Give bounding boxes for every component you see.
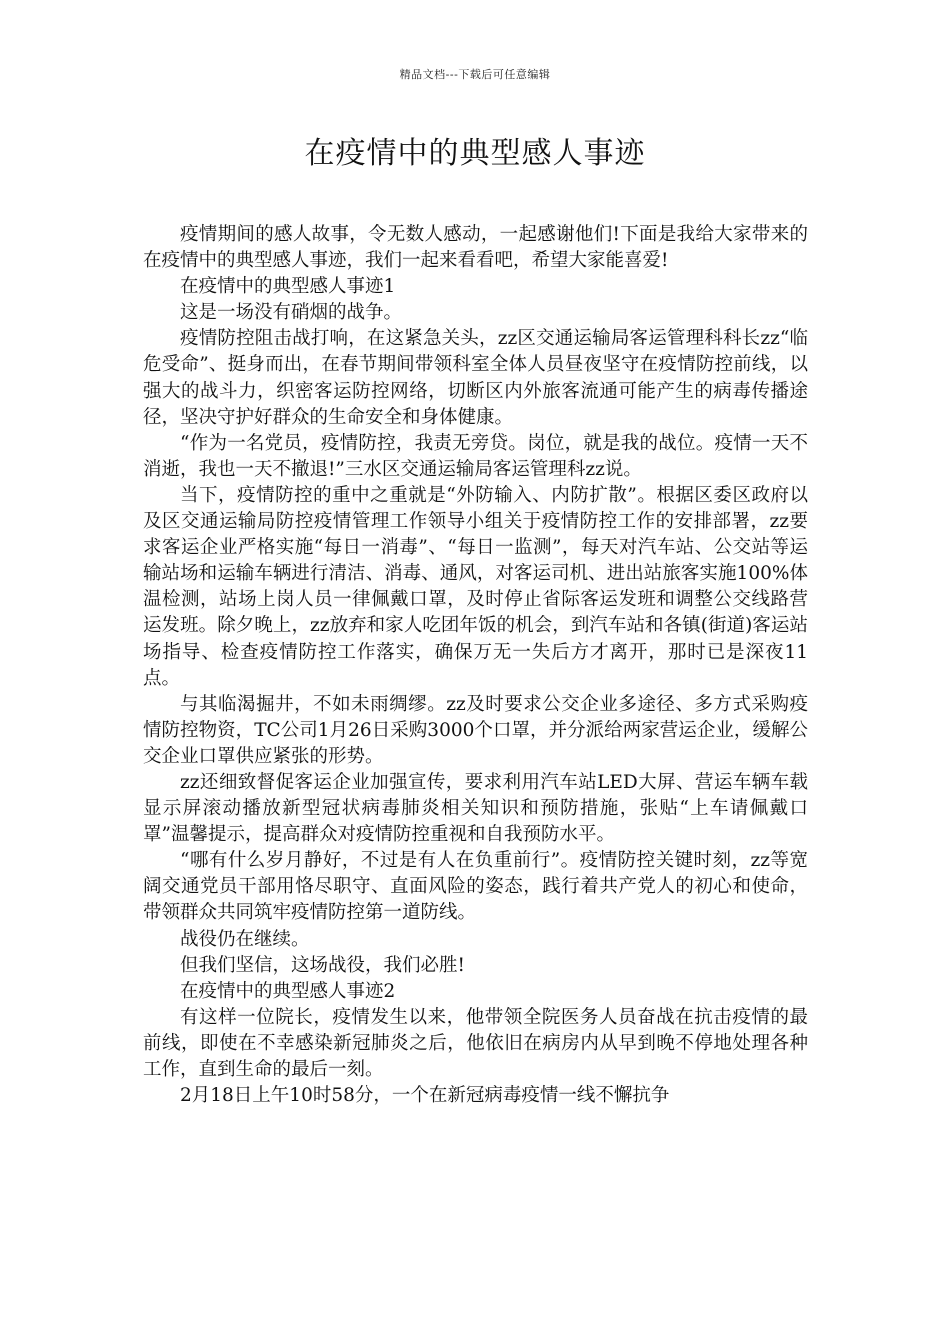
section-heading: 在疫情中的典型感人事迹2 [180, 980, 396, 1002]
paragraph: zz还细致督促客运企业加强宣传，要求利用汽车站LED大屏、营运车辆车载显示屏滚动播放新型冠状病毒肺炎相关知识和预防措施，张贴“上车请佩戴口罩”温馨提示，提高群众对疫情防控重视和自我预防水平。 [143, 771, 808, 846]
paragraph: 但我们坚信，这场战役，我们必胜! [180, 954, 465, 976]
paragraph: 2月18日上午10时58分，一个在新冠病毒疫情一线不懈抗争 [180, 1085, 670, 1107]
document-title: 在疫情中的典型感人事迹 [304, 136, 646, 171]
document-body [143, 222, 808, 1109]
paragraph: “哪有什么岁月静好，不过是有人在负重前行”。疫情防控关键时刻，zz等宽阔交通党员干部用恪尽职守、直面风险的姿态，践行着共产党人的初心和使命，带领群众共同筑牢疫情防控第一道防线。 [143, 850, 808, 924]
paragraph: “作为一名党员，疫情防控，我责无旁贷。岗位，就是我的战位。疫情一天不消逝，我也一天不撤退!”三水区交通运输局客运管理科zz说。 [143, 432, 808, 480]
paragraph: 疫情防控阻击战打响，在这紧急关头，zz区交通运输局客运管理科科长zz“临危受命”、挺身而出，在春节期间带领科室全体人员昼夜坚守在疫情防控前线，以强大的战斗力，织密客运防控网络，切断区内外旅客流通可能产生的病毒传播途径，坚决守护好群众的生命安全和身体健康。 [143, 328, 808, 428]
header-note: 精品文档---下载后可任意编辑 [399, 68, 551, 81]
paragraph: 疫情期间的感人故事，令无数人感动，一起感谢他们!下面是我给大家带来的在疫情中的典型感人事迹，我们一起来看看吧，希望大家能喜爱! [143, 224, 808, 272]
paragraph: 这是一场没有硝烟的战争。 [180, 302, 403, 324]
paragraph: 有这样一位院长，疫情发生以来，他带领全院医务人员奋战在抗击疫情的最前线，即使在不幸感染新冠肺炎之后，他依旧在病房内从早到晚不停地处理各种工作，直到生命的最后一刻。 [143, 1006, 808, 1080]
paragraph: 当下，疫情防控的重中之重就是“外防输入、内防扩散”。根据区委区政府以及区交通运输局防控疫情管理工作领导小组关于疫情防控工作的安排部署，zz要求客运企业严格实施“每日一消毒”、“每日一监测”，每天对汽车站、公交站等运输站场和运输车辆进行清洁、消毒、通风，对客运司机、进出站旅客实施100%体温检测，站场上岗人员一律佩戴口罩，及时停止省际客运发班和调整公交线路营运发班。除夕晚上，zz放弃和家人吃团年饭的机会，到汽车站和各镇(街道)客运站场指导、检查疫情防控工作落实，确保万无一失后方才离开，那时已是深夜11点。 [143, 484, 808, 689]
paragraph: 战役仍在继续。 [180, 928, 310, 950]
paragraph: 与其临渴掘井，不如未雨绸缪。zz及时要求公交企业多途径、多方式采购疫情防控物资，TC公司1月26日采购3000个口罩，并分派给两家营运企业，缓解公交企业口罩供应紧张的形势。 [143, 693, 808, 767]
section-heading: 在疫情中的典型感人事迹1 [180, 276, 396, 298]
